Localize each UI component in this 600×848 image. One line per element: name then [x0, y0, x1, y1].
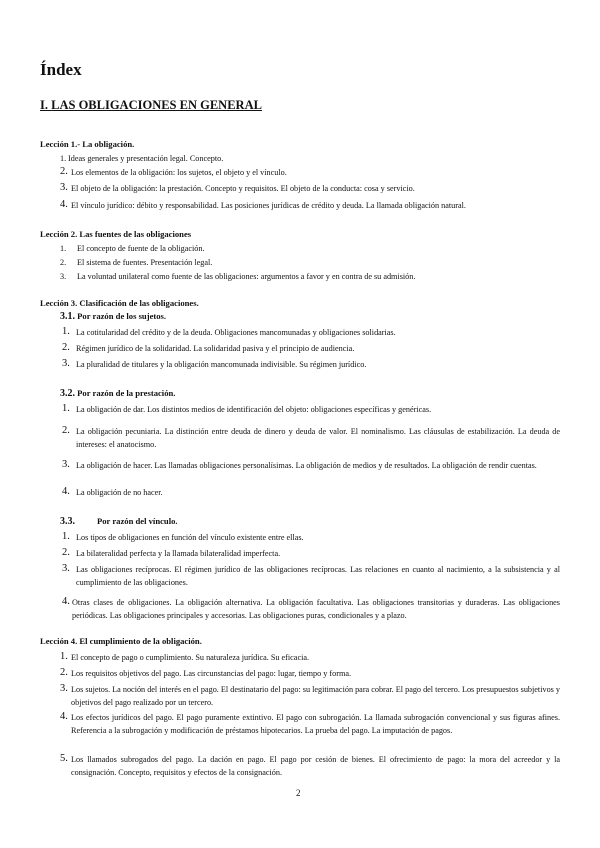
- list-item: 4. Otras clases de obligaciones. La obligación alternativa. La obligación facultativa. Las obligaciones transitorias y duraderas. Las obligaciones periódicas. Las obligaciones principales y accesorias. Las obligaciones puras, condicionales y a plazo.: [62, 596, 560, 620]
- list-item: 4. La obligación de no hacer.: [62, 486, 163, 497]
- lesson-2-heading: Lección 2. Las fuentes de las obligaciones: [40, 229, 192, 239]
- list-item: 1. La obligación de dar. Los distintos medios de identificación del objeto: obligaciones específicas y genéricas.: [62, 403, 432, 414]
- subsection-heading: 3.1. Por razón de los sujetos.: [60, 311, 167, 322]
- list-item: 1. El concepto de pago o cumplimiento. Su naturaleza jurídica. Su eficacia.: [60, 651, 310, 662]
- list-item: 5. Los llamados subrogados del pago. La dación en pago. El pago por cesión de bienes. El ofrecimiento de pago: la mora del acreedor y la consignación. Concepto, requisitos y efectos de la consignación.: [60, 753, 560, 777]
- list-item: 3. El objeto de la obligación: la prestación. Concepto y requisitos. El objeto de la conducta: cosa y servicio.: [60, 182, 415, 193]
- index-title: Índex: [40, 60, 82, 79]
- list-item: 2. Los requisitos objetivos del pago. Las circunstancias del pago: lugar, tiempo y forma.: [60, 667, 352, 678]
- subsection-heading: 3.3. Por razón del vínculo.: [60, 516, 178, 527]
- list-item: 1. El concepto de fuente de la obligación.: [60, 244, 205, 253]
- lesson-1-heading: Lección 1.- La obligación.: [40, 139, 135, 149]
- list-item: 3. La obligación de hacer. Las llamadas obligaciones personalísimas. La obligación de medios y de resultados. La obligación de rendir cuentas.: [62, 459, 537, 470]
- list-item: 2. El sistema de fuentes. Presentación legal.: [60, 258, 213, 267]
- list-item: 1. Ideas generales y presentación legal. Concepto.: [60, 154, 224, 163]
- list-item: 2. La bilateralidad perfecta y la llamada bilateralidad imperfecta.: [62, 547, 281, 558]
- list-item: 2. La obligación pecuniaria. La distinción entre deuda de dinero y deuda de valor. El nominalismo. Las cláusulas de estabilización. La deuda de intereses: el anatocismo.: [62, 425, 560, 449]
- list-item: 2. Los elementos de la obligación: los sujetos, el objeto y el vínculo.: [60, 166, 287, 177]
- list-item: 4. Los efectos jurídicos del pago. El pago puramente extintivo. El pago con subrogación. La llamada subrogación convencional y sus figuras afines. Referencia a la subrogación y modificación de préstamos hipotecarios. La prueba del pago. La imputación de pagos.: [60, 711, 560, 735]
- list-item: 1. La cotitularidad del crédito y de la deuda. Obligaciones mancomunadas y obligaciones solidarias.: [62, 326, 396, 337]
- list-item: 2. Régimen jurídico de la solidaridad. La solidaridad pasiva y el principio de audiencia.: [62, 342, 355, 353]
- list-item: 3. La pluralidad de titulares y la obligación mancomunada indivisible. Su régimen jurídico.: [62, 358, 367, 369]
- list-item: 3. La voluntad unilateral como fuente de las obligaciones: argumentos a favor y en contra de su admisión.: [60, 272, 416, 281]
- section-title: LAS OBLIGACIONES EN GENERAL: [51, 98, 262, 112]
- list-item: 1. Los tipos de obligaciones en función del vínculo existente entre ellas.: [62, 531, 304, 542]
- list-item: 3. Los sujetos. La noción del interés en el pago. El destinatario del pago: su legitimación para cobrar. El pago del tercero. Los presupuestos subjetivos y objetivos del pago realizado por un tercero.: [60, 683, 560, 707]
- section-heading: [40, 98, 262, 113]
- list-item: 3. Las obligaciones recíprocas. El régimen jurídico de las obligaciones recíprocas. Las relaciones en cuanto al nacimiento, a la subsistencia y al cumplimiento de las obligaciones.: [62, 563, 560, 587]
- page-number: 2: [296, 788, 301, 798]
- list-item: 4. El vínculo jurídico: débito y responsabilidad. Las posiciones jurídicas de crédito y deuda. La llamada obligación natural.: [60, 199, 466, 210]
- subsection-heading: 3.2. Por razón de la prestación.: [60, 388, 176, 399]
- lesson-4-heading: Lección 4. El cumplimiento de la obligación.: [40, 636, 202, 646]
- lesson-3-heading: Lección 3. Clasificación de las obligaciones.: [40, 298, 199, 308]
- section-number: I.: [40, 98, 48, 112]
